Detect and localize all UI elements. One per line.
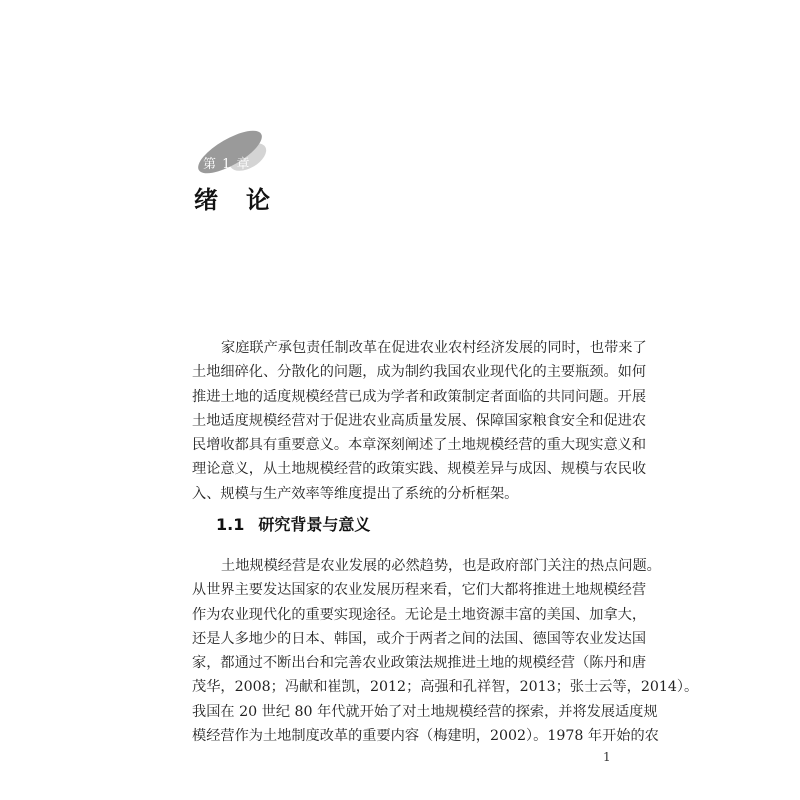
paragraph-line: 入、规模与生产效率等维度提出了系统的分析框架。: [192, 485, 519, 502]
paragraph-line: 家庭联产承包责任制改革在促进农业农村经济发展的同时，也带来了: [221, 340, 647, 356]
paragraph-line: 推进土地的适度规模经营已成为学者和政策制定者面临的共同问题。开展: [192, 388, 647, 405]
page-number: 1: [603, 750, 611, 764]
paragraph-line: 模经营作为土地制度改革的重要内容（梅建明，2002）。1978 年开始的农: [192, 728, 659, 745]
section-title: 研究背景与意义: [258, 515, 371, 534]
paragraph-line: 土地规模经营是农业发展的必然趋势，也是政府部门关注的热点问题。: [221, 558, 661, 574]
paragraph-line: 我国在 20 世纪 80 年代就开始了对土地规模经营的探索，并将发展适度规: [192, 703, 658, 720]
section-paragraph: [192, 554, 699, 748]
paragraph-line: 作为农业现代化的重要实现途径。无论是土地资源丰富的美国、加拿大，: [192, 606, 647, 623]
paragraph-line: 从世界主要发达国家的农业发展历程来看，它们大都将推进土地规模经营: [192, 582, 647, 599]
section-number: 1.1: [216, 515, 245, 534]
paragraph-line: 土地细碎化、分散化的问题，成为制约我国农业现代化的主要瓶颈。如何: [192, 364, 647, 381]
chapter-title: 绪论: [194, 185, 298, 214]
chapter-number-label: 第 1 章: [203, 157, 251, 172]
paragraph-line: 土地适度规模经营对于促进农业高质量发展、保障国家粮食安全和促进农: [192, 412, 647, 429]
paragraph-line: 理论意义，从土地规模经营的政策实践、规模差异与成因、规模与农民收: [192, 461, 647, 478]
intro-paragraph: [192, 336, 647, 506]
paragraph-line: 民增收都具有重要意义。本章深刻阐述了土地规模经营的重大现实意义和: [192, 437, 647, 454]
paragraph-line: 家，都通过不断出台和完善农业政策法规推进土地的规模经营（陈丹和唐: [192, 655, 647, 672]
paragraph-line: 茂华，2008；冯献和崔凯，2012；高强和孔祥智，2013；张士云等，2014）。: [192, 679, 699, 696]
paragraph-line: 还是人多地少的日本、韩国，或介于两者之间的法国、德国等农业发达国: [192, 630, 647, 647]
section-heading: [216, 512, 370, 535]
